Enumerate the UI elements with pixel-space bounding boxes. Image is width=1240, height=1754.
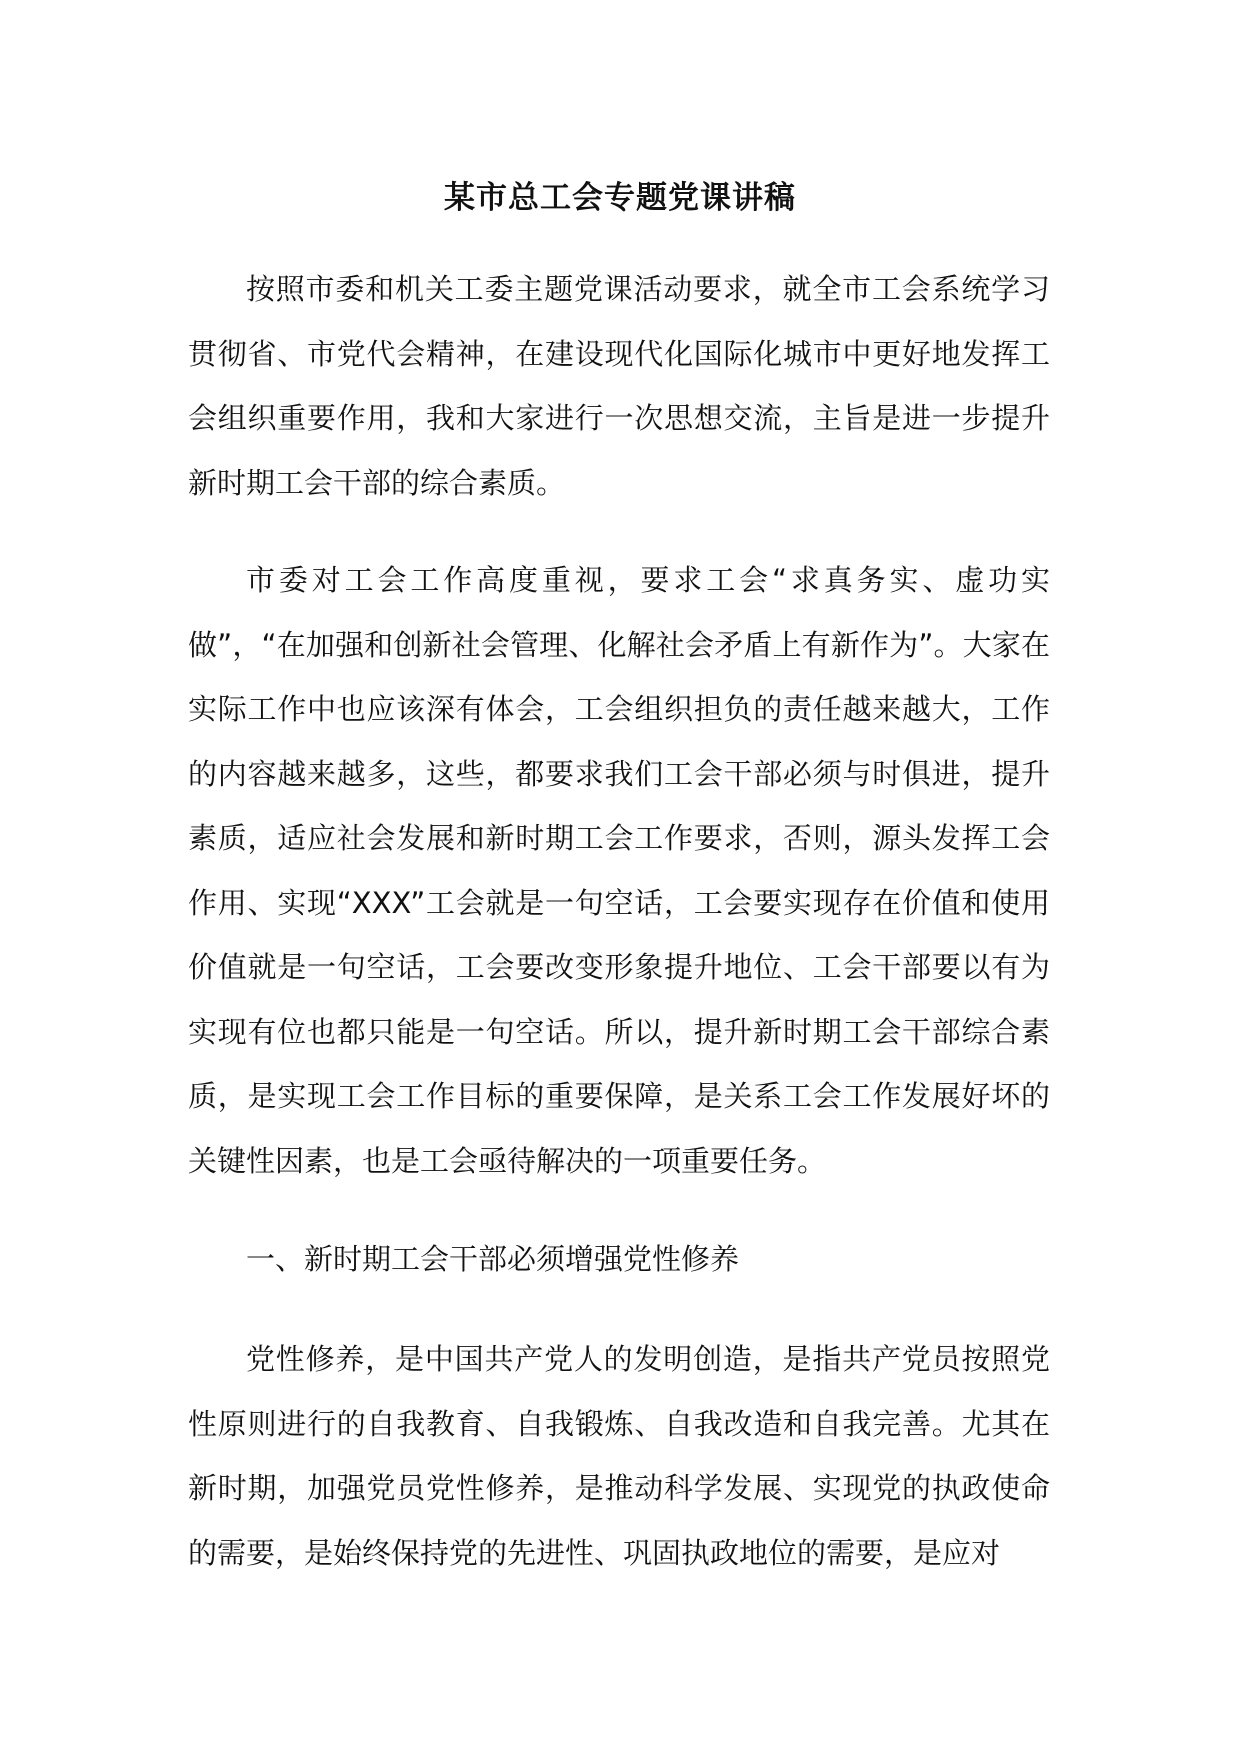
body-paragraph: 市委对工会工作高度重视，要求工会“求真务实、虚功实做”，“在加强和创新社会管理、化解社会矛盾上有新作为”。大家在实际工作中也应该深有体会，工会组织担负的责任越来越大，工作的内容越来越多，这些，都要求我们工会干部必须与时俱进，提升素质，适应社会发展和新时期工会工作要求，否则，源头发挥工会作用、实现“XXX”工会就是一句空话，工会要实现存在价值和使用价值就是一句空话，工会要改变形象提升地位、工会干部要以有为实现有位也都只能是一句空话。所以，提升新时期工会干部综合素质，是实现工会工作目标的重要保障，是关系工会工作发展好坏的关键性因素，也是工会亟待解决的一项重要任务。	[188, 563, 1050, 1178]
section-heading: 一、新时期工会干部必须增强党性修养	[246, 1242, 740, 1276]
body-paragraph: 按照市委和机关工委主题党课活动要求，就全市工会系统学习贯彻省、市党代会精神，在建设现代化国际化城市中更好地发挥工会组织重要作用，我和大家进行一次思想交流，主旨是进一步提升新时期工会干部的综合素质。	[188, 272, 1050, 500]
document-title: 某市总工会专题党课讲稿	[444, 180, 796, 216]
section-paragraph: 党性修养，是中国共产党人的发明创造，是指共产党员按照党性原则进行的自我教育、自我锻炼、自我改造和自我完善。尤其在新时期，加强党员党性修养，是推动科学发展、实现党的执政使命的需要，是始终保持党的先进性、巩固执政地位的需要，是应对	[188, 1342, 1050, 1570]
